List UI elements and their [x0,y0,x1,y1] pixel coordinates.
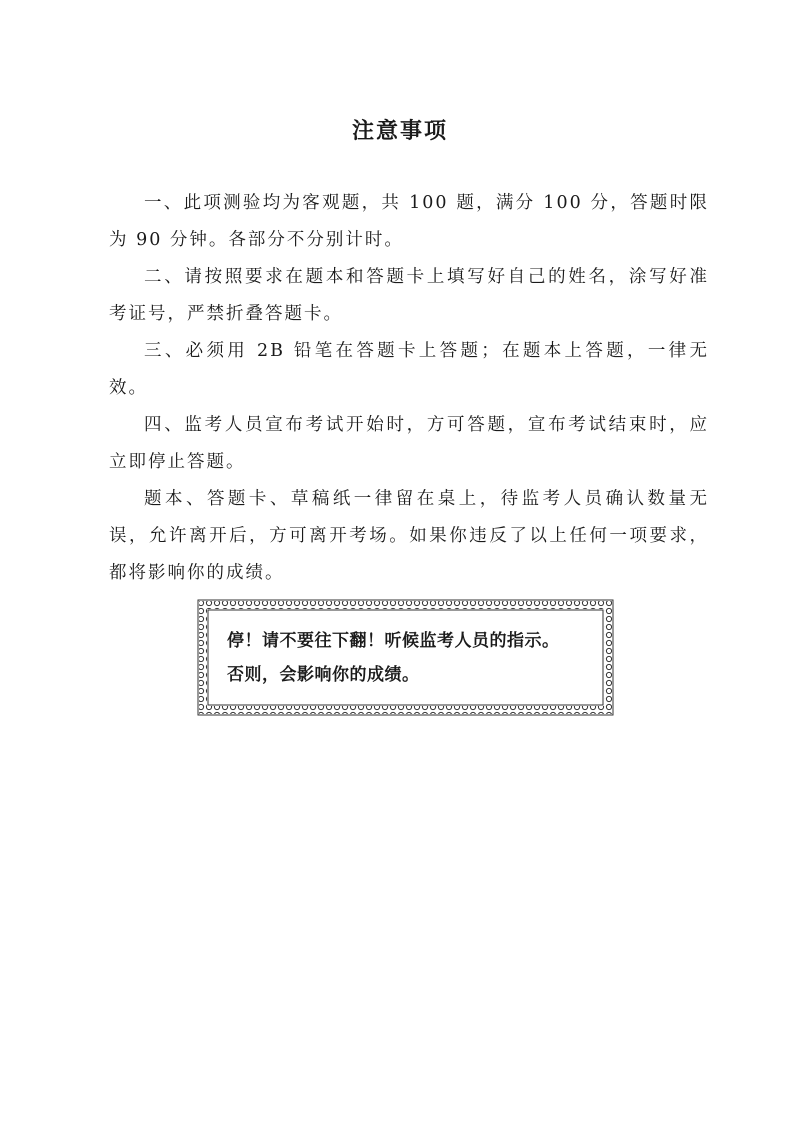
instruction-paragraph-3: 三、必须用 2B 铅笔在答题卡上答题；在题本上答题，一律无效。 [109,341,709,398]
page-title: 注意事项 [351,119,448,144]
notice-text [227,624,597,692]
instruction-paragraph-5: 题本、答题卡、草稿纸一律留在桌上，待监考人员确认数量无误，允许离开后，方可离开考场。如果你违反了以上任何一项要求，都将影响你的成绩。 [109,489,709,583]
instructions-body [109,185,709,592]
instruction-paragraph-4: 四、监考人员宣布考试开始时，方可答题，宣布考试结束时，应立即停止答题。 [109,415,709,472]
notice-line-1: 停！请不要往下翻！听候监考人员的指示。 [227,631,560,651]
instruction-paragraph-1: 一、此项测验均为客观题，共 100 题，满分 100 分，答题时限为 90 分钟。各部分不分别计时。 [109,193,709,250]
instruction-paragraph-2: 二、请按照要求在题本和答题卡上填写好自己的姓名，涂写好准考证号，严禁折叠答题卡。 [109,267,709,324]
stop-notice-box [197,599,614,716]
notice-line-2: 否则，会影响你的成绩。 [227,665,420,685]
